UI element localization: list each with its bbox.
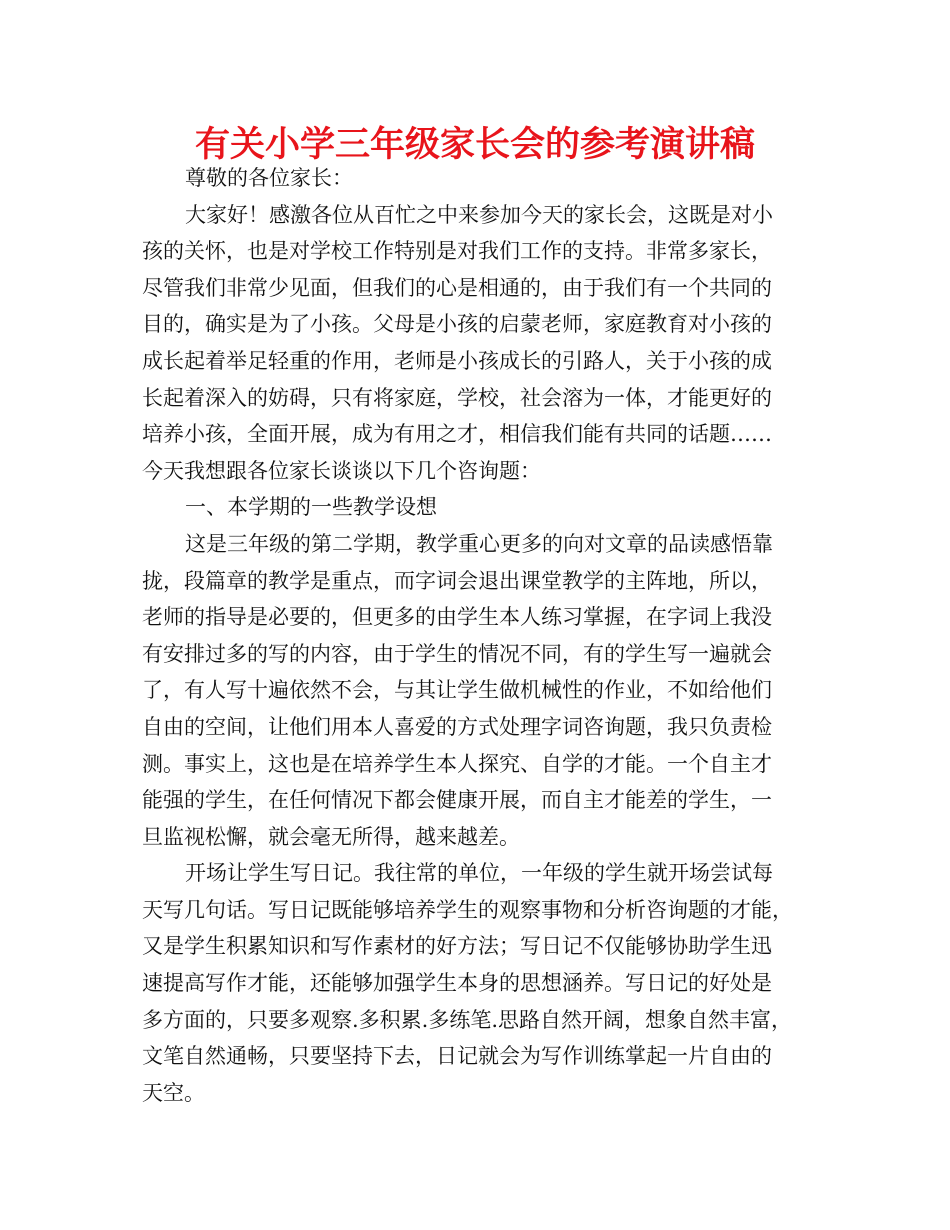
text-line: 多方面的，只要多观察.多积累.多练笔.思路自然开阔，想象自然丰富， — [142, 1007, 793, 1032]
text-line: 了，有人写十遍依然不会，与其让学生做机械性的作业，不如给他们 — [142, 678, 772, 703]
document-body — [142, 160, 832, 1111]
text-line: 又是学生积累知识和写作素材的好方法；写日记不仅能够协助学生迅 — [142, 934, 772, 959]
text-line: 有安排过多的写的内容，由于学生的情况不同，有的学生写一遍就会 — [142, 641, 772, 666]
text-line: 天空。 — [142, 1080, 205, 1105]
text-line: 孩的关怀，也是对学校工作特别是对我们工作的支持。非常多家长， — [142, 239, 772, 264]
text-line: 今天我想跟各位家长谈谈以下几个咨询题： — [142, 458, 541, 483]
text-line: 能强的学生，在任何情况下都会健康开展，而自主才能差的学生，一 — [142, 788, 772, 813]
text-line: 大家好！感激各位从百忙之中来参加今天的家长会，这既是对小 — [185, 202, 773, 227]
text-line: 文笔自然通畅，只要坚持下去，日记就会为写作训练掌起一片自由的 — [142, 1044, 772, 1069]
text-line: 开场让学生写日记。我往常的单位，一年级的学生就开场尝试每 — [185, 861, 773, 886]
text-line: 速提高写作才能，还能够加强学生本身的思想涵养。写日记的好处是 — [142, 971, 772, 996]
text-line: 天写几句话。写日记既能够培养学生的观察事物和分析咨询题的才能， — [142, 897, 793, 922]
text-line: 长起着深入的妨碍，只有将家庭，学校，社会溶为一体，才能更好的 — [142, 385, 772, 410]
text-line: 测。事实上，这也是在培养学生本人探究、自学的才能。一个自主才 — [142, 751, 772, 776]
text-line: 尽管我们非常少见面，但我们的心是相通的，由于我们有一个共同的 — [142, 275, 772, 300]
text-line: 旦监视松懈，就会毫无所得，越来越差。 — [142, 824, 520, 849]
text-line: 培养小孩，全面开展，成为有用之才，相信我们能有共同的话题…… — [142, 422, 772, 447]
text-line: 自由的空间，让他们用本人喜爱的方式处理字词咨询题，我只负责检 — [142, 714, 772, 739]
text-line: 拢，段篇章的教学是重点，而字词会退出课堂教学的主阵地，所以， — [142, 568, 772, 593]
text-line: 一、本学期的一些教学设想 — [185, 495, 437, 520]
text-line: 这是三年级的第二学期，教学重心更多的向对文章的品读感悟靠 — [185, 531, 773, 556]
text-line: 老师的指导是必要的，但更多的由学生本人练习掌握，在字词上我没 — [142, 605, 772, 630]
text-line: 目的，确实是为了小孩。父母是小孩的启蒙老师，家庭教育对小孩的 — [142, 312, 772, 337]
text-line: 尊敬的各位家长： — [185, 166, 353, 190]
text-line: 成长起着举足轻重的作用，老师是小孩成长的引路人，关于小孩的成 — [142, 348, 772, 373]
document-title: 有关小学三年级家长会的参考演讲稿 — [194, 125, 755, 165]
